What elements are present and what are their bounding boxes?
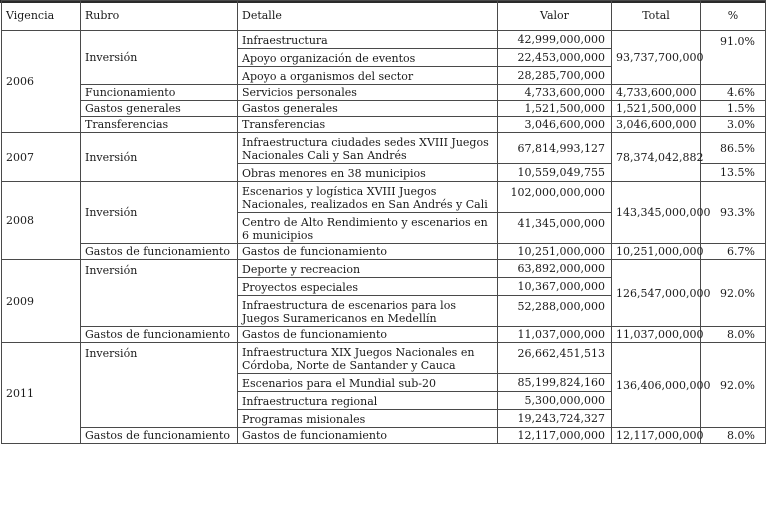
table-row (2, 343, 766, 374)
valor-cell: 22,453,000,000 (498, 49, 612, 67)
detalle-cell: Gastos generales (238, 101, 498, 117)
total-cell: 10,251,000,000 (612, 244, 701, 260)
pct-cell: 92.0% (701, 260, 766, 327)
detalle-cell: Escenarios y logística XVIII Juegos Nacionales, realizados en San Andrés y Cali (238, 182, 498, 213)
detalle-cell: Gastos de funcionamiento (238, 327, 498, 343)
total-cell: 4,733,600,000 (612, 85, 701, 101)
detalle-cell: Centro de Alto Rendimiento y escenarios en 6 municipios (238, 213, 498, 244)
year-cell: 2007 (2, 133, 81, 182)
detalle-cell: Infraestructura regional (238, 392, 498, 410)
total-cell: 78,374,042,882 (612, 133, 701, 182)
valor-cell: 1,521,500,000 (498, 101, 612, 117)
detalle-cell: Proyectos especiales (238, 278, 498, 296)
pct-cell: 13.5% (701, 164, 766, 182)
total-cell: 11,037,000,000 (612, 327, 701, 343)
header-pct: % (701, 1, 766, 31)
year-cell: 2011 (2, 343, 81, 444)
detalle-cell: Apoyo organización de eventos (238, 49, 498, 67)
pct-cell: 4.6% (701, 85, 766, 101)
rubro-cell: Gastos de funcionamiento (81, 327, 238, 343)
pct-cell: 91.0% (701, 31, 766, 85)
budget-table (1, 0, 766, 444)
valor-cell: 12,117,000,000 (498, 428, 612, 444)
table-row (2, 31, 766, 49)
valor-cell: 10,367,000,000 (498, 278, 612, 296)
rubro-cell: Inversión (81, 182, 238, 244)
valor-cell: 67,814,993,127 (498, 133, 612, 164)
header-row (2, 1, 766, 31)
valor-cell: 19,243,724,327 (498, 410, 612, 428)
rubro-cell: Gastos de funcionamiento (81, 428, 238, 444)
detalle-cell: Obras menores en 38 municipios (238, 164, 498, 182)
detalle-cell: Gastos de funcionamiento (238, 428, 498, 444)
rubro-cell: Transferencias (81, 117, 238, 133)
detalle-cell: Programas misionales (238, 410, 498, 428)
valor-cell: 5,300,000,000 (498, 392, 612, 410)
detalle-cell: Infraestructura ciudades sedes XVIII Juegos Nacionales Cali y San Andrés (238, 133, 498, 164)
header-valor: Valor (498, 1, 612, 31)
header-detalle: Detalle (238, 1, 498, 31)
header-total: Total (612, 1, 701, 31)
detalle-cell: Infraestructura XIX Juegos Nacionales en Córdoba, Norte de Santander y Cauca (238, 343, 498, 374)
valor-cell: 10,251,000,000 (498, 244, 612, 260)
year-cell: 2009 (2, 260, 81, 343)
detalle-cell: Escenarios para el Mundial sub-20 (238, 374, 498, 392)
rubro-cell: Inversión (81, 260, 238, 327)
valor-cell: 28,285,700,000 (498, 67, 612, 85)
table-row (2, 133, 766, 164)
year-cell: 2006 (2, 31, 81, 133)
total-cell: 143,345,000,000 (612, 182, 701, 244)
table-row (2, 182, 766, 213)
detalle-cell: Gastos de funcionamiento (238, 244, 498, 260)
table-row (2, 117, 766, 133)
pct-cell: 6.7% (701, 244, 766, 260)
table-header (2, 1, 766, 31)
header-vigencia: Vigencia (2, 1, 81, 31)
table-row (2, 85, 766, 101)
pct-cell: 86.5% (701, 133, 766, 164)
valor-cell: 26,662,451,513 (498, 343, 612, 374)
detalle-cell: Servicios personales (238, 85, 498, 101)
rubro-cell: Inversión (81, 343, 238, 428)
valor-cell: 4,733,600,000 (498, 85, 612, 101)
pct-cell: 92.0% (701, 343, 766, 428)
pct-cell: 93.3% (701, 182, 766, 244)
total-cell: 3,046,600,000 (612, 117, 701, 133)
table-row (2, 327, 766, 343)
total-cell: 12,117,000,000 (612, 428, 701, 444)
total-cell: 1,521,500,000 (612, 101, 701, 117)
valor-cell: 85,199,824,160 (498, 374, 612, 392)
table-row (2, 101, 766, 117)
valor-cell: 102,000,000,000 (498, 182, 612, 213)
table-row (2, 244, 766, 260)
total-cell: 126,547,000,000 (612, 260, 701, 327)
detalle-cell: Apoyo a organismos del sector (238, 67, 498, 85)
pct-cell: 1.5% (701, 101, 766, 117)
detalle-cell: Infraestructura de escenarios para los Juegos Suramericanos en Medellín (238, 296, 498, 327)
valor-cell: 41,345,000,000 (498, 213, 612, 244)
detalle-cell: Deporte y recreacion (238, 260, 498, 278)
rubro-cell: Inversión (81, 31, 238, 85)
valor-cell: 3,046,600,000 (498, 117, 612, 133)
year-cell: 2008 (2, 182, 81, 260)
total-cell: 136,406,000,000 (612, 343, 701, 428)
detalle-cell: Infraestructura (238, 31, 498, 49)
table-body (2, 31, 766, 444)
valor-cell: 10,559,049,755 (498, 164, 612, 182)
valor-cell: 63,892,000,000 (498, 260, 612, 278)
rubro-cell: Gastos generales (81, 101, 238, 117)
header-rubro: Rubro (81, 1, 238, 31)
valor-cell: 42,999,000,000 (498, 31, 612, 49)
pct-cell: 8.0% (701, 428, 766, 444)
rubro-cell: Gastos de funcionamiento (81, 244, 238, 260)
rubro-cell: Funcionamiento (81, 85, 238, 101)
valor-cell: 11,037,000,000 (498, 327, 612, 343)
total-cell: 93,737,700,000 (612, 31, 701, 85)
valor-cell: 52,288,000,000 (498, 296, 612, 327)
detalle-cell: Transferencias (238, 117, 498, 133)
table-row (2, 260, 766, 278)
pct-cell: 8.0% (701, 327, 766, 343)
table-row (2, 428, 766, 444)
rubro-cell: Inversión (81, 133, 238, 182)
pct-cell: 3.0% (701, 117, 766, 133)
